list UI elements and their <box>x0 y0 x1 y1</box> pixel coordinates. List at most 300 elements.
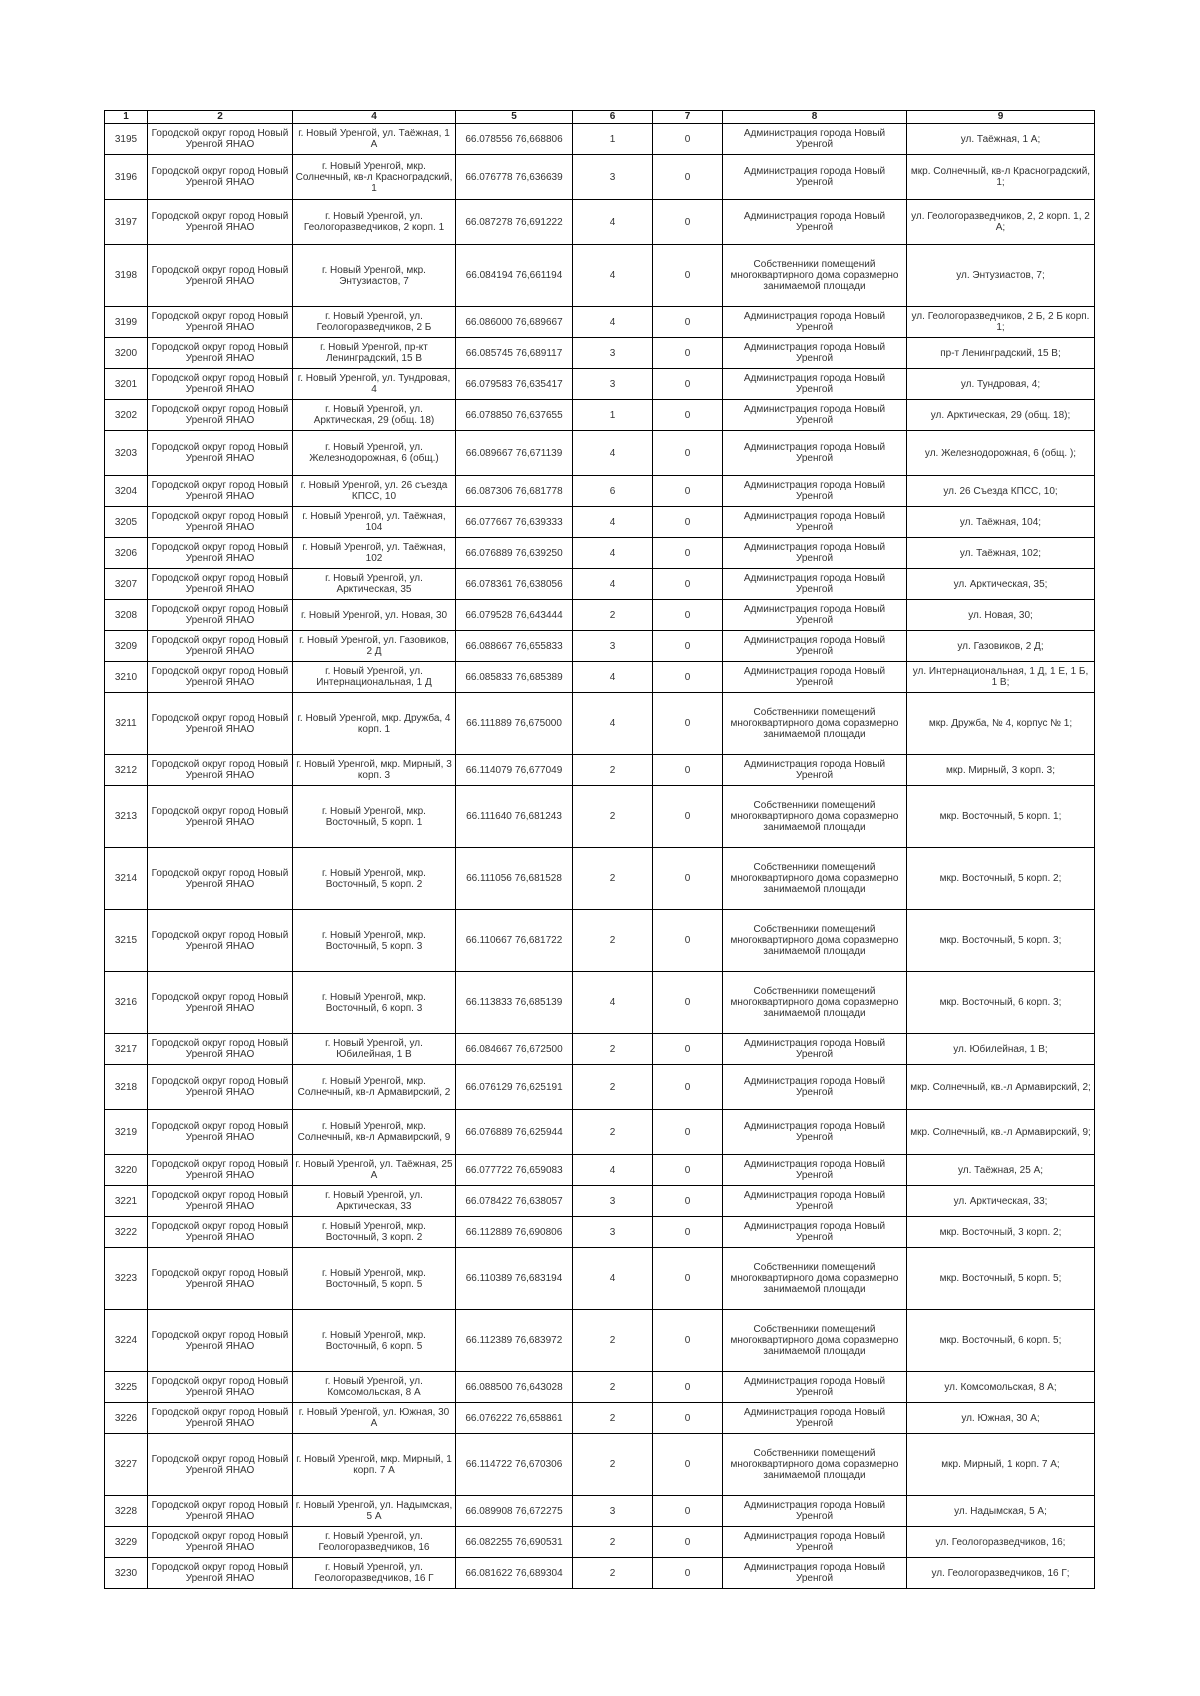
column-7-cell: 0 <box>653 124 723 155</box>
owner-cell: Собственники помещений многоквартирного дома соразмерно занимаемой площади <box>723 786 907 848</box>
column-7-cell: 0 <box>653 431 723 476</box>
row-number-cell: 3204 <box>105 476 148 507</box>
address-cell: г. Новый Уренгой, мкр. Восточный, 5 корп. 2 <box>293 848 456 910</box>
coordinates-cell: 66.114722 76,670306 <box>456 1434 573 1496</box>
table-row <box>105 507 1095 538</box>
municipality-cell: Городской округ город Новый Уренгой ЯНАО <box>148 1110 293 1155</box>
address-cell: г. Новый Уренгой, ул. Арктическая, 35 <box>293 569 456 600</box>
coordinates-cell: 66.076222 76,658861 <box>456 1403 573 1434</box>
count-cell: 3 <box>573 1217 653 1248</box>
municipality-cell: Городской округ город Новый Уренгой ЯНАО <box>148 755 293 786</box>
address-cell: г. Новый Уренгой, ул. Арктическая, 33 <box>293 1186 456 1217</box>
table-row <box>105 200 1095 245</box>
address-cell: г. Новый Уренгой, мкр. Восточный, 5 корп. 5 <box>293 1248 456 1310</box>
table-row <box>105 369 1095 400</box>
column-7-cell: 0 <box>653 600 723 631</box>
location-cell: ул. Геологоразведчиков, 2 Б, 2 Б корп. 1; <box>907 307 1095 338</box>
column-7-cell: 0 <box>653 400 723 431</box>
location-cell: ул. Интернациональная, 1 Д, 1 Е, 1 Б, 1 В; <box>907 662 1095 693</box>
owner-cell: Собственники помещений многоквартирного дома соразмерно занимаемой площади <box>723 848 907 910</box>
municipality-cell: Городской округ город Новый Уренгой ЯНАО <box>148 1372 293 1403</box>
table-row <box>105 538 1095 569</box>
location-cell: мкр. Солнечный, кв.-л Армавирский, 9; <box>907 1110 1095 1155</box>
address-cell: г. Новый Уренгой, ул. Таёжная, 102 <box>293 538 456 569</box>
owner-cell: Администрация города Новый Уренгой <box>723 507 907 538</box>
count-cell: 4 <box>573 693 653 755</box>
column-header: 6 <box>573 111 653 124</box>
count-cell: 3 <box>573 155 653 200</box>
address-cell: г. Новый Уренгой, ул. Южная, 30 А <box>293 1403 456 1434</box>
address-cell: г. Новый Уренгой, ул. Интернациональная, 1 Д <box>293 662 456 693</box>
count-cell: 3 <box>573 338 653 369</box>
column-header: 4 <box>293 111 456 124</box>
address-cell: г. Новый Уренгой, ул. Железнодорожная, 6 (общ.) <box>293 431 456 476</box>
owner-cell: Администрация города Новый Уренгой <box>723 124 907 155</box>
location-cell: ул. Таёжная, 1 А; <box>907 124 1095 155</box>
count-cell: 4 <box>573 507 653 538</box>
municipality-cell: Городской округ город Новый Уренгой ЯНАО <box>148 507 293 538</box>
address-cell: г. Новый Уренгой, мкр. Солнечный, кв-л Красноградский, 1 <box>293 155 456 200</box>
municipality-cell: Городской округ город Новый Уренгой ЯНАО <box>148 600 293 631</box>
table-row <box>105 1110 1095 1155</box>
table-row <box>105 600 1095 631</box>
location-cell: ул. Арктическая, 29 (общ. 18); <box>907 400 1095 431</box>
column-header: 7 <box>653 111 723 124</box>
row-number-cell: 3228 <box>105 1496 148 1527</box>
column-7-cell: 0 <box>653 1186 723 1217</box>
coordinates-cell: 66.076778 76,636639 <box>456 155 573 200</box>
owner-cell: Собственники помещений многоквартирного дома соразмерно занимаемой площади <box>723 972 907 1034</box>
count-cell: 4 <box>573 1248 653 1310</box>
owner-cell: Администрация города Новый Уренгой <box>723 200 907 245</box>
row-number-cell: 3221 <box>105 1186 148 1217</box>
address-cell: г. Новый Уренгой, ул. Геологоразведчиков, 2 Б <box>293 307 456 338</box>
municipality-cell: Городской округ город Новый Уренгой ЯНАО <box>148 476 293 507</box>
row-number-cell: 3201 <box>105 369 148 400</box>
row-number-cell: 3222 <box>105 1217 148 1248</box>
location-cell: мкр. Мирный, 3 корп. 3; <box>907 755 1095 786</box>
owner-cell: Администрация города Новый Уренгой <box>723 1372 907 1403</box>
count-cell: 2 <box>573 755 653 786</box>
table-row <box>105 1558 1095 1589</box>
location-cell: ул. Надымская, 5 А; <box>907 1496 1095 1527</box>
coordinates-cell: 66.079583 76,635417 <box>456 369 573 400</box>
coordinates-cell: 66.078361 76,638056 <box>456 569 573 600</box>
address-cell: г. Новый Уренгой, мкр. Восточный, 6 корп. 3 <box>293 972 456 1034</box>
address-cell: г. Новый Уренгой, ул. Геологоразведчиков, 2 корп. 1 <box>293 200 456 245</box>
owner-cell: Собственники помещений многоквартирного дома соразмерно занимаемой площади <box>723 1248 907 1310</box>
address-cell: г. Новый Уренгой, ул. Таёжная, 1 А <box>293 124 456 155</box>
municipality-cell: Городской округ город Новый Уренгой ЯНАО <box>148 1527 293 1558</box>
column-header: 1 <box>105 111 148 124</box>
table-row <box>105 1034 1095 1065</box>
column-7-cell: 0 <box>653 631 723 662</box>
table-header-row <box>105 111 1095 124</box>
row-number-cell: 3209 <box>105 631 148 662</box>
coordinates-cell: 66.076889 76,639250 <box>456 538 573 569</box>
table-row <box>105 1155 1095 1186</box>
coordinates-cell: 66.079528 76,643444 <box>456 600 573 631</box>
owner-cell: Собственники помещений многоквартирного дома соразмерно занимаемой площади <box>723 1434 907 1496</box>
row-number-cell: 3218 <box>105 1065 148 1110</box>
owner-cell: Администрация города Новый Уренгой <box>723 1155 907 1186</box>
municipality-cell: Городской округ город Новый Уренгой ЯНАО <box>148 1034 293 1065</box>
coordinates-cell: 66.111640 76,681243 <box>456 786 573 848</box>
row-number-cell: 3195 <box>105 124 148 155</box>
coordinates-cell: 66.111056 76,681528 <box>456 848 573 910</box>
coordinates-cell: 66.078850 76,637655 <box>456 400 573 431</box>
column-7-cell: 0 <box>653 369 723 400</box>
address-cell: г. Новый Уренгой, мкр. Восточный, 6 корп. 5 <box>293 1310 456 1372</box>
column-7-cell: 0 <box>653 1310 723 1372</box>
location-cell: ул. Тундровая, 4; <box>907 369 1095 400</box>
location-cell: мкр. Восточный, 5 корп. 5; <box>907 1248 1095 1310</box>
count-cell: 2 <box>573 1434 653 1496</box>
row-number-cell: 3216 <box>105 972 148 1034</box>
table-row <box>105 1403 1095 1434</box>
coordinates-cell: 66.087278 76,691222 <box>456 200 573 245</box>
column-header: 2 <box>148 111 293 124</box>
row-number-cell: 3217 <box>105 1034 148 1065</box>
address-cell: г. Новый Уренгой, ул. Надымская, 5 А <box>293 1496 456 1527</box>
count-cell: 2 <box>573 1403 653 1434</box>
owner-cell: Администрация города Новый Уренгой <box>723 569 907 600</box>
municipality-cell: Городской округ город Новый Уренгой ЯНАО <box>148 693 293 755</box>
municipality-cell: Городской округ город Новый Уренгой ЯНАО <box>148 1248 293 1310</box>
count-cell: 2 <box>573 786 653 848</box>
row-number-cell: 3215 <box>105 910 148 972</box>
column-7-cell: 0 <box>653 1217 723 1248</box>
owner-cell: Администрация города Новый Уренгой <box>723 1217 907 1248</box>
column-7-cell: 0 <box>653 1496 723 1527</box>
municipality-cell: Городской округ город Новый Уренгой ЯНАО <box>148 631 293 662</box>
column-header: 5 <box>456 111 573 124</box>
row-number-cell: 3196 <box>105 155 148 200</box>
table-row <box>105 1217 1095 1248</box>
column-7-cell: 0 <box>653 1065 723 1110</box>
location-cell: мкр. Солнечный, кв-л Красноградский, 1; <box>907 155 1095 200</box>
address-cell: г. Новый Уренгой, ул. Геологоразведчиков, 16 <box>293 1527 456 1558</box>
address-cell: г. Новый Уренгой, мкр. Солнечный, кв-л Армавирский, 2 <box>293 1065 456 1110</box>
municipality-cell: Городской округ город Новый Уренгой ЯНАО <box>148 972 293 1034</box>
coordinates-cell: 66.089908 76,672275 <box>456 1496 573 1527</box>
location-cell: ул. Таёжная, 104; <box>907 507 1095 538</box>
table-row <box>105 1310 1095 1372</box>
row-number-cell: 3202 <box>105 400 148 431</box>
row-number-cell: 3227 <box>105 1434 148 1496</box>
coordinates-cell: 66.076889 76,625944 <box>456 1110 573 1155</box>
municipality-cell: Городской округ город Новый Уренгой ЯНАО <box>148 307 293 338</box>
address-cell: г. Новый Уренгой, мкр. Восточный, 5 корп. 3 <box>293 910 456 972</box>
address-cell: г. Новый Уренгой, мкр. Восточный, 5 корп. 1 <box>293 786 456 848</box>
column-7-cell: 0 <box>653 476 723 507</box>
row-number-cell: 3207 <box>105 569 148 600</box>
table-row <box>105 662 1095 693</box>
column-7-cell: 0 <box>653 972 723 1034</box>
column-7-cell: 0 <box>653 245 723 307</box>
column-7-cell: 0 <box>653 1434 723 1496</box>
address-cell: г. Новый Уренгой, мкр. Мирный, 1 корп. 7 А <box>293 1434 456 1496</box>
address-cell: г. Новый Уренгой, мкр. Дружба, 4 корп. 1 <box>293 693 456 755</box>
owner-cell: Администрация города Новый Уренгой <box>723 1034 907 1065</box>
row-number-cell: 3211 <box>105 693 148 755</box>
location-cell: ул. Железнодорожная, 6 (общ. ); <box>907 431 1095 476</box>
row-number-cell: 3219 <box>105 1110 148 1155</box>
count-cell: 2 <box>573 600 653 631</box>
registry-table <box>104 110 1095 1589</box>
count-cell: 2 <box>573 1310 653 1372</box>
table-row <box>105 338 1095 369</box>
coordinates-cell: 66.089667 76,671139 <box>456 431 573 476</box>
address-cell: г. Новый Уренгой, ул. Комсомольская, 8 А <box>293 1372 456 1403</box>
row-number-cell: 3229 <box>105 1527 148 1558</box>
table-row <box>105 1372 1095 1403</box>
owner-cell: Администрация города Новый Уренгой <box>723 1065 907 1110</box>
row-number-cell: 3230 <box>105 1558 148 1589</box>
row-number-cell: 3212 <box>105 755 148 786</box>
location-cell: пр-т Ленинградский, 15 В; <box>907 338 1095 369</box>
municipality-cell: Городской округ город Новый Уренгой ЯНАО <box>148 848 293 910</box>
table-row <box>105 755 1095 786</box>
municipality-cell: Городской округ город Новый Уренгой ЯНАО <box>148 786 293 848</box>
row-number-cell: 3208 <box>105 600 148 631</box>
owner-cell: Администрация города Новый Уренгой <box>723 1186 907 1217</box>
municipality-cell: Городской округ город Новый Уренгой ЯНАО <box>148 400 293 431</box>
coordinates-cell: 66.112889 76,690806 <box>456 1217 573 1248</box>
table-row <box>105 569 1095 600</box>
coordinates-cell: 66.084194 76,661194 <box>456 245 573 307</box>
owner-cell: Администрация города Новый Уренгой <box>723 755 907 786</box>
address-cell: г. Новый Уренгой, ул. Газовиков, 2 Д <box>293 631 456 662</box>
owner-cell: Администрация города Новый Уренгой <box>723 369 907 400</box>
municipality-cell: Городской округ город Новый Уренгой ЯНАО <box>148 569 293 600</box>
row-number-cell: 3203 <box>105 431 148 476</box>
table-row <box>105 1496 1095 1527</box>
column-7-cell: 0 <box>653 1110 723 1155</box>
row-number-cell: 3223 <box>105 1248 148 1310</box>
municipality-cell: Городской округ город Новый Уренгой ЯНАО <box>148 1496 293 1527</box>
row-number-cell: 3210 <box>105 662 148 693</box>
municipality-cell: Городской округ город Новый Уренгой ЯНАО <box>148 369 293 400</box>
municipality-cell: Городской округ город Новый Уренгой ЯНАО <box>148 338 293 369</box>
location-cell: ул. Геологоразведчиков, 16; <box>907 1527 1095 1558</box>
table-row <box>105 124 1095 155</box>
table-row <box>105 693 1095 755</box>
owner-cell: Администрация города Новый Уренгой <box>723 662 907 693</box>
municipality-cell: Городской округ город Новый Уренгой ЯНАО <box>148 200 293 245</box>
municipality-cell: Городской округ город Новый Уренгой ЯНАО <box>148 1310 293 1372</box>
location-cell: мкр. Восточный, 5 корп. 1; <box>907 786 1095 848</box>
count-cell: 2 <box>573 910 653 972</box>
address-cell: г. Новый Уренгой, мкр. Мирный, 3 корп. 3 <box>293 755 456 786</box>
location-cell: ул. Комсомольская, 8 А; <box>907 1372 1095 1403</box>
table-row <box>105 400 1095 431</box>
owner-cell: Администрация города Новый Уренгой <box>723 538 907 569</box>
owner-cell: Администрация города Новый Уренгой <box>723 600 907 631</box>
column-7-cell: 0 <box>653 1403 723 1434</box>
count-cell: 2 <box>573 1527 653 1558</box>
address-cell: г. Новый Уренгой, ул. Геологоразведчиков, 16 Г <box>293 1558 456 1589</box>
row-number-cell: 3214 <box>105 848 148 910</box>
address-cell: г. Новый Уренгой, пр-кт Ленинградский, 15 В <box>293 338 456 369</box>
coordinates-cell: 66.077667 76,639333 <box>456 507 573 538</box>
column-7-cell: 0 <box>653 755 723 786</box>
address-cell: г. Новый Уренгой, ул. Тундровая, 4 <box>293 369 456 400</box>
count-cell: 1 <box>573 400 653 431</box>
municipality-cell: Городской округ город Новый Уренгой ЯНАО <box>148 538 293 569</box>
table-row <box>105 1527 1095 1558</box>
owner-cell: Собственники помещений многоквартирного дома соразмерно занимаемой площади <box>723 1310 907 1372</box>
coordinates-cell: 66.111889 76,675000 <box>456 693 573 755</box>
coordinates-cell: 66.078422 76,638057 <box>456 1186 573 1217</box>
column-7-cell: 0 <box>653 307 723 338</box>
row-number-cell: 3225 <box>105 1372 148 1403</box>
table-row <box>105 476 1095 507</box>
location-cell: ул. Таёжная, 102; <box>907 538 1095 569</box>
location-cell: ул. Таёжная, 25 А; <box>907 1155 1095 1186</box>
owner-cell: Администрация города Новый Уренгой <box>723 476 907 507</box>
table-row <box>105 910 1095 972</box>
count-cell: 6 <box>573 476 653 507</box>
address-cell: г. Новый Уренгой, мкр. Восточный, 3 корп. 2 <box>293 1217 456 1248</box>
owner-cell: Администрация города Новый Уренгой <box>723 1110 907 1155</box>
table-row <box>105 245 1095 307</box>
address-cell: г. Новый Уренгой, мкр. Солнечный, кв-л Армавирский, 9 <box>293 1110 456 1155</box>
location-cell: ул. Геологоразведчиков, 16 Г; <box>907 1558 1095 1589</box>
location-cell: ул. Новая, 30; <box>907 600 1095 631</box>
coordinates-cell: 66.082255 76,690531 <box>456 1527 573 1558</box>
count-cell: 4 <box>573 245 653 307</box>
municipality-cell: Городской округ город Новый Уренгой ЯНАО <box>148 1434 293 1496</box>
coordinates-cell: 66.076129 76,625191 <box>456 1065 573 1110</box>
column-7-cell: 0 <box>653 1034 723 1065</box>
owner-cell: Администрация города Новый Уренгой <box>723 1403 907 1434</box>
municipality-cell: Городской округ город Новый Уренгой ЯНАО <box>148 124 293 155</box>
coordinates-cell: 66.113833 76,685139 <box>456 972 573 1034</box>
location-cell: мкр. Дружба, № 4, корпус № 1; <box>907 693 1095 755</box>
row-number-cell: 3200 <box>105 338 148 369</box>
address-cell: г. Новый Уренгой, ул. Юбилейная, 1 В <box>293 1034 456 1065</box>
count-cell: 4 <box>573 200 653 245</box>
row-number-cell: 3213 <box>105 786 148 848</box>
address-cell: г. Новый Уренгой, ул. Таёжная, 25 А <box>293 1155 456 1186</box>
coordinates-cell: 66.078556 76,668806 <box>456 124 573 155</box>
column-7-cell: 0 <box>653 1527 723 1558</box>
table-row <box>105 431 1095 476</box>
count-cell: 2 <box>573 1065 653 1110</box>
coordinates-cell: 66.087306 76,681778 <box>456 476 573 507</box>
location-cell: ул. Арктическая, 33; <box>907 1186 1095 1217</box>
address-cell: г. Новый Уренгой, ул. Таёжная, 104 <box>293 507 456 538</box>
owner-cell: Собственники помещений многоквартирного дома соразмерно занимаемой площади <box>723 245 907 307</box>
owner-cell: Администрация города Новый Уренгой <box>723 307 907 338</box>
column-7-cell: 0 <box>653 569 723 600</box>
table-row <box>105 1065 1095 1110</box>
count-cell: 4 <box>573 569 653 600</box>
table-row <box>105 848 1095 910</box>
count-cell: 4 <box>573 662 653 693</box>
municipality-cell: Городской округ город Новый Уренгой ЯНАО <box>148 662 293 693</box>
owner-cell: Администрация города Новый Уренгой <box>723 400 907 431</box>
column-7-cell: 0 <box>653 693 723 755</box>
owner-cell: Администрация города Новый Уренгой <box>723 1558 907 1589</box>
location-cell: ул. Арктическая, 35; <box>907 569 1095 600</box>
column-7-cell: 0 <box>653 1558 723 1589</box>
table-row <box>105 631 1095 662</box>
municipality-cell: Городской округ город Новый Уренгой ЯНАО <box>148 1558 293 1589</box>
coordinates-cell: 66.084667 76,672500 <box>456 1034 573 1065</box>
column-7-cell: 0 <box>653 338 723 369</box>
location-cell: мкр. Восточный, 3 корп. 2; <box>907 1217 1095 1248</box>
row-number-cell: 3206 <box>105 538 148 569</box>
column-7-cell: 0 <box>653 155 723 200</box>
count-cell: 1 <box>573 124 653 155</box>
row-number-cell: 3205 <box>105 507 148 538</box>
coordinates-cell: 66.112389 76,683972 <box>456 1310 573 1372</box>
row-number-cell: 3197 <box>105 200 148 245</box>
row-number-cell: 3224 <box>105 1310 148 1372</box>
row-number-cell: 3199 <box>105 307 148 338</box>
location-cell: мкр. Мирный, 1 корп. 7 А; <box>907 1434 1095 1496</box>
column-7-cell: 0 <box>653 910 723 972</box>
count-cell: 3 <box>573 369 653 400</box>
coordinates-cell: 66.088500 76,643028 <box>456 1372 573 1403</box>
coordinates-cell: 66.110667 76,681722 <box>456 910 573 972</box>
count-cell: 2 <box>573 848 653 910</box>
row-number-cell: 3220 <box>105 1155 148 1186</box>
coordinates-cell: 66.114079 76,677049 <box>456 755 573 786</box>
count-cell: 3 <box>573 631 653 662</box>
location-cell: ул. Южная, 30 А; <box>907 1403 1095 1434</box>
column-header: 9 <box>907 111 1095 124</box>
count-cell: 2 <box>573 1110 653 1155</box>
municipality-cell: Городской округ город Новый Уренгой ЯНАО <box>148 155 293 200</box>
row-number-cell: 3226 <box>105 1403 148 1434</box>
count-cell: 2 <box>573 1558 653 1589</box>
count-cell: 3 <box>573 1496 653 1527</box>
municipality-cell: Городской округ город Новый Уренгой ЯНАО <box>148 1155 293 1186</box>
table-row <box>105 1248 1095 1310</box>
location-cell: ул. Геологоразведчиков, 2, 2 корп. 1, 2 А; <box>907 200 1095 245</box>
table-row <box>105 786 1095 848</box>
location-cell: мкр. Солнечный, кв.-л Армавирский, 2; <box>907 1065 1095 1110</box>
count-cell: 4 <box>573 1155 653 1186</box>
column-7-cell: 0 <box>653 1372 723 1403</box>
owner-cell: Администрация города Новый Уренгой <box>723 1496 907 1527</box>
count-cell: 4 <box>573 307 653 338</box>
count-cell: 4 <box>573 431 653 476</box>
count-cell: 4 <box>573 538 653 569</box>
column-header: 8 <box>723 111 907 124</box>
municipality-cell: Городской округ город Новый Уренгой ЯНАО <box>148 1065 293 1110</box>
owner-cell: Администрация города Новый Уренгой <box>723 631 907 662</box>
location-cell: мкр. Восточный, 6 корп. 3; <box>907 972 1095 1034</box>
location-cell: мкр. Восточный, 5 корп. 2; <box>907 848 1095 910</box>
municipality-cell: Городской округ город Новый Уренгой ЯНАО <box>148 1217 293 1248</box>
table-row <box>105 972 1095 1034</box>
address-cell: г. Новый Уренгой, мкр. Энтузиастов, 7 <box>293 245 456 307</box>
location-cell: ул. Юбилейная, 1 В; <box>907 1034 1095 1065</box>
count-cell: 3 <box>573 1186 653 1217</box>
address-cell: г. Новый Уренгой, ул. Новая, 30 <box>293 600 456 631</box>
count-cell: 2 <box>573 1372 653 1403</box>
table-row <box>105 155 1095 200</box>
column-7-cell: 0 <box>653 848 723 910</box>
location-cell: мкр. Восточный, 6 корп. 5; <box>907 1310 1095 1372</box>
owner-cell: Администрация города Новый Уренгой <box>723 431 907 476</box>
column-7-cell: 0 <box>653 786 723 848</box>
municipality-cell: Городской округ город Новый Уренгой ЯНАО <box>148 1403 293 1434</box>
